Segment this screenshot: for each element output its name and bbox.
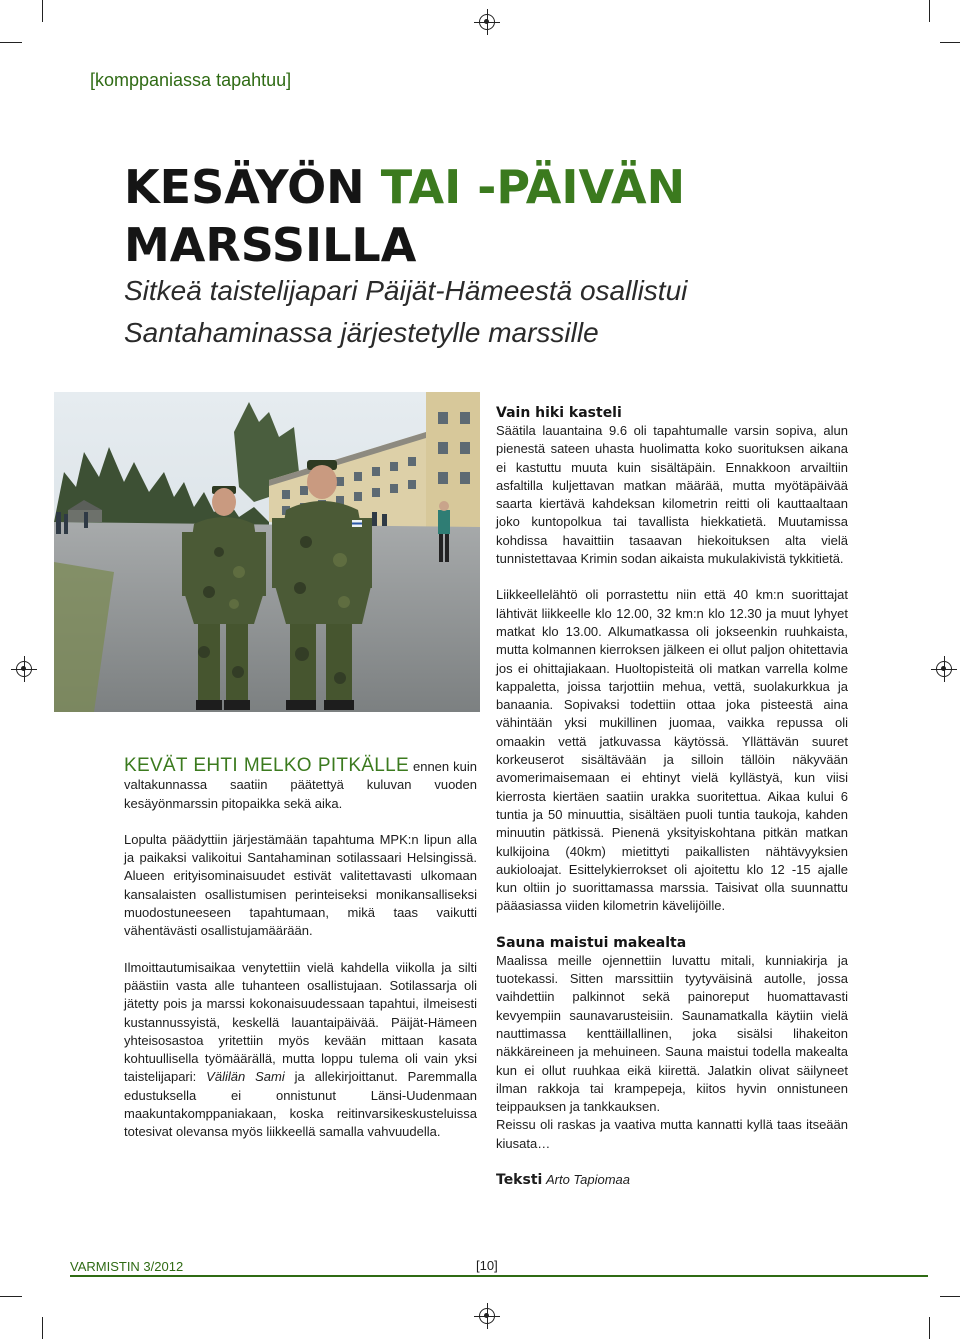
left-column <box>124 757 477 1142</box>
title-part-3: MARSSILLA <box>124 218 417 272</box>
paragraph: Säätila lauantaina 9.6 oli tapahtumalle varsin sopiva, alun pienestä sateen uhasta huolimatta koko suorituksen aikana ei kastuttu muuta kuin sisältäpäin. Ennakkoon arvailtiin asfaltilla kuljettavan matkan määrää, mutta myötäpäivää saarta kiertävä kahdeksan kilometrin reitti oli kauttaaltaan joko kuntopolkua tai tavallista hiekkatietä. Muutamissa kohdissa havaittiin tasaavan hiekoituksen alta vielä tunnistettavaa Krimin sodan aikaista mukulakivistä tykkitietä. <box>496 423 848 567</box>
crop-mark <box>940 1296 960 1297</box>
registration-mark-icon <box>16 661 32 677</box>
person-name: Välilän Sami <box>206 1069 285 1085</box>
section-heading: Sauna maistui makealta <box>496 934 687 951</box>
section-heading: Vain hiki kasteli <box>496 405 622 421</box>
subtitle <box>124 270 884 354</box>
lead-rest: ennen kuin valtakunnassa saatiin päätettyä kuluvan vuoden kesäyönmarssin pitopaikka sekä aika. <box>124 759 477 811</box>
byline-name: Arto Tapiomaa <box>545 1171 631 1187</box>
subtitle-line-2: Santahaminassa järjestetylle marssille <box>124 317 599 348</box>
crop-mark <box>42 0 43 22</box>
crop-mark <box>0 42 22 43</box>
crop-mark <box>929 0 930 22</box>
paragraph: Maalissa meille ojennettiin luvattu mitali, kunniakirja ja tuotekassi. Sitten marssittiin tyytyväisinä autolle, jossa vaihdettiin palkinnot sekä painoreput huomattavasti kevyempiin saunavarusteisiin. Saunamatkalla käytiin vielä nauttimassa kenttäillallinen, joka sisälsi lihakeiton näkkäreineen ja mehuineen. Sauna maistui todella makealta kun ei ollut ruuhkaa eikä kiirettä. Jalatkin olivat säilyneet ilman rakkoja tai krampepeja, kiitos hyvin onnistuneen teippauksen ja tankkauksen. <box>496 952 848 1115</box>
page-number: [10] <box>476 1258 498 1273</box>
paragraph: Liikkeellelähtö oli porrastettu niin että 40 km:n suorittajat lähtivät liikkeelle klo 12.00, 32 km:n klo 12.30 ja muut lyhyet matkat klo 13.00. Alkumatkassa oli jokseenkin ruuhkaista, mutta kolmannen kierroksen jälkeen ei ollut paljon ohitettavia jos ei ohittajiakaan. Huoltopisteitä oli matkan varrella kolme kappaletta, joissa tarjottiin mehua, vettä, suolakurkkua ja banaania. Sopivaksi todettiin ottaa joka pisteestä aina vähintään yksi mukillinen juomaa, vaikka repussa oli omaakin vettä jatkuvassa käytössä. Yllättävän suuret korkeuserot sisältävään ja silloin tällöin näkyvään avomerimaisemaan ei ehtinyt vielä kyllästyä, kun viisi kierrosta kiertäen saatiin urakka suoritettua. Aikaa kului 6 tuntia ja 50 minuuttia, sisältäen puoli tuntia taukoja, kahden minuutin pätkissä. Pienenä yksityiskohtana pitkän matkan kulkijoina (40km) mietittyti paikallisten nähtävyyksien aukioloajat. Esittelykierrokset oli ajoitettu klo 12 -15 ajalle kun oltiin jo suorittamassa marssia. Taisivat olla suunnattu pääasiassa viiden kilometrin kävelijöille. <box>496 587 848 914</box>
byline-label: Teksti <box>496 1171 543 1188</box>
paragraph: Lopulta päädyttiin järjestämään tapahtuma MPK:n lipun alla ja paikaksi valikoitui Santahaminan sotilassaari Helsingissä. Alueen erityisominaisuudet estivät valitettavasti ulkomaan kansalaisten osallistumisen perinteiseksi monikansalliseksi muodostuneeseen tapahtumaan, mikä taas vaikutti vähentävästi osallistujamäärään. <box>124 831 477 939</box>
title-part-1: KESÄYÖN <box>124 160 365 214</box>
footer-rule <box>70 1275 928 1277</box>
registration-mark-icon <box>479 1308 495 1324</box>
article-photo <box>54 392 480 712</box>
crop-mark <box>929 1317 930 1339</box>
footer-magazine: VARMISTIN 3/2012 <box>70 1259 184 1274</box>
lead-paragraph <box>124 757 477 813</box>
registration-mark-icon <box>936 661 952 677</box>
paragraph: Ilmoittautumisaikaa venytettiin vielä kahdella viikolla ja silti päästiin vasta alle tuhanteen osallistujaan. Sotilassarja oli jätetty pois ja marssi kokonaisuudessaan tapahtui, ilmeisesti kustannussyistä, keskellä lauantaipäivää. Päijät-Hämeen yhteisosastoa yritettiin myös kevään mittaan kasata kohtuullisella työmäärällä, mutta loppu tulema oli vain yksi taistelijapari: Välilän Sami ja allekirjoittanut. Paremmalla edustuksella ei onnistunut Länsi-Uudenmaan maakuntakomppaniakaan, koska reitinvarsikeskusteluissa totesivat olevansa myös liikkeellä samalla vahvuudella. <box>124 959 477 1140</box>
section-kicker: [komppaniassa tapahtuu] <box>90 70 292 90</box>
crop-mark <box>42 1317 43 1339</box>
subtitle-line-1: Sitkeä taistelijapari Päijät-Hämeestä osallistui <box>124 275 688 306</box>
crop-mark <box>0 1296 22 1297</box>
soldiers-photo-illustration <box>54 392 480 712</box>
page-title <box>124 158 904 274</box>
paragraph: Reissu oli raskas ja vaativa mutta kannatti kyllä taas itseään kiusata… <box>496 1117 848 1151</box>
byline <box>496 1171 848 1189</box>
lead-caps: KEVÄT EHTI MELKO PITKÄLLE <box>124 755 409 776</box>
registration-mark-icon <box>479 14 495 30</box>
title-part-2: TAI -PÄIVÄN <box>380 160 686 214</box>
right-column <box>496 404 848 1189</box>
crop-mark <box>940 42 960 43</box>
